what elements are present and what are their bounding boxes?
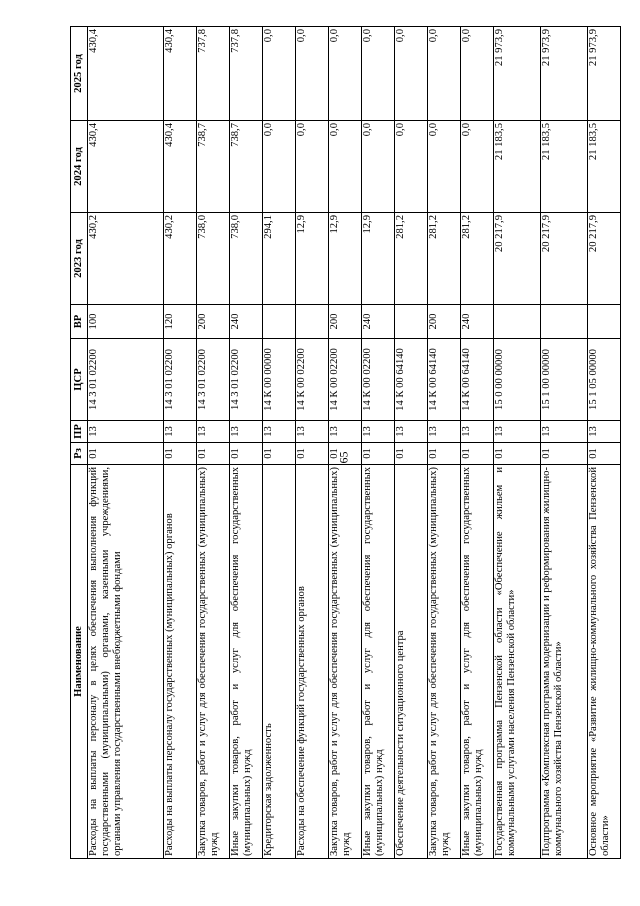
row-2025: 21 973,9 [494, 27, 541, 121]
row-vr: 240 [230, 305, 263, 339]
budget-table [70, 26, 621, 859]
row-vr [296, 305, 329, 339]
table-row [461, 27, 494, 859]
row-rz: 01 [461, 443, 494, 465]
row-pr: 13 [329, 421, 362, 443]
row-vr: 200 [197, 305, 230, 339]
row-pr: 13 [230, 421, 263, 443]
header-2023: 2023 год [71, 213, 88, 305]
row-csr: 14 3 01 02200 [197, 339, 230, 421]
row-name: Расходы на выплаты персоналу в целях обеспечения выполнения функций государственными (муниципальными) органами, казенными учреждениями, органами управления государственными внебюджетными фондами [88, 465, 164, 859]
row-name: Расходы на выплаты персоналу государственных (муниципальных) органов [164, 465, 197, 859]
row-csr: 14 3 01 02200 [230, 339, 263, 421]
table-row [494, 27, 541, 859]
row-rz: 01 [164, 443, 197, 465]
row-2025: 0,0 [296, 27, 329, 121]
row-2023: 12,9 [329, 213, 362, 305]
row-2025: 21 973,9 [541, 27, 588, 121]
row-2025: 737,8 [230, 27, 263, 121]
rotated-page [70, 27, 612, 859]
row-2025: 0,0 [263, 27, 296, 121]
row-rz: 01 [541, 443, 588, 465]
row-2024: 0,0 [461, 121, 494, 213]
page-number: 65 [336, 451, 351, 464]
row-vr [588, 305, 621, 339]
row-2024: 0,0 [263, 121, 296, 213]
row-rz: 01 [263, 443, 296, 465]
header-2024: 2024 год [71, 121, 88, 213]
row-name: Государственная программа Пензенской области «Обеспечение жильем и коммунальными услугами населения Пензенской области» [494, 465, 541, 859]
row-2023: 12,9 [296, 213, 329, 305]
row-csr: 14 К 00 00000 [263, 339, 296, 421]
row-2023: 12,9 [362, 213, 395, 305]
header-2025: 2025 год [71, 27, 88, 121]
row-2024: 21 183,5 [494, 121, 541, 213]
row-2023: 20 217,9 [494, 213, 541, 305]
table-row [263, 27, 296, 859]
row-name: Основное мероприятие «Развитие жилищно-коммунального хозяйства Пензенской области» [588, 465, 621, 859]
row-vr: 120 [164, 305, 197, 339]
row-2023: 738,0 [197, 213, 230, 305]
row-vr: 200 [428, 305, 461, 339]
row-2023: 281,2 [428, 213, 461, 305]
row-csr: 14 3 01 02200 [164, 339, 197, 421]
row-name: Иные закупки товаров, работ и услуг для обеспечения государственных (муниципальных) нужд [362, 465, 395, 859]
row-csr: 15 1 05 00000 [588, 339, 621, 421]
row-name: Закупка товаров, работ и услуг для обеспечения государственных (муниципальных) нужд [329, 465, 362, 859]
row-csr: 15 1 00 00000 [541, 339, 588, 421]
row-2024: 738,7 [197, 121, 230, 213]
row-2023: 281,2 [395, 213, 428, 305]
row-name: Обеспечение деятельности ситуационного центра [395, 465, 428, 859]
row-rz: 01 [362, 443, 395, 465]
row-2025: 0,0 [395, 27, 428, 121]
table-row [541, 27, 588, 859]
row-csr: 14 К 00 02200 [362, 339, 395, 421]
row-vr: 200 [329, 305, 362, 339]
row-name: Иные закупки товаров, работ и услуг для обеспечения государственных (муниципальных) нужд [461, 465, 494, 859]
row-name: Закупка товаров, работ и услуг для обеспечения государственных (муниципальных) нужд [428, 465, 461, 859]
table-header-row [71, 27, 88, 859]
row-name: Кредиторская задолженность [263, 465, 296, 859]
table-row [588, 27, 621, 859]
row-vr: 240 [362, 305, 395, 339]
row-2024: 0,0 [395, 121, 428, 213]
row-name: Расходы на обеспечение функций государственных органов [296, 465, 329, 859]
row-csr: 14 К 00 02200 [329, 339, 362, 421]
row-pr: 13 [588, 421, 621, 443]
table-row [362, 27, 395, 859]
row-2024: 0,0 [296, 121, 329, 213]
table-row [329, 27, 362, 859]
row-2025: 0,0 [329, 27, 362, 121]
table-row [428, 27, 461, 859]
row-rz: 01 [588, 443, 621, 465]
header-pr: ПР [71, 421, 88, 443]
row-pr: 13 [296, 421, 329, 443]
row-csr: 14 К 00 64140 [461, 339, 494, 421]
row-2024: 430,4 [88, 121, 164, 213]
header-vr: ВР [71, 305, 88, 339]
row-2023: 738,0 [230, 213, 263, 305]
header-csr: ЦСР [71, 339, 88, 421]
row-2024: 0,0 [428, 121, 461, 213]
row-pr: 13 [461, 421, 494, 443]
row-2025: 430,4 [88, 27, 164, 121]
row-rz: 01 [428, 443, 461, 465]
row-rz: 01 [197, 443, 230, 465]
row-2025: 0,0 [461, 27, 494, 121]
row-rz: 01 [494, 443, 541, 465]
row-pr: 13 [395, 421, 428, 443]
row-vr [395, 305, 428, 339]
row-2024: 21 183,5 [588, 121, 621, 213]
table-row [230, 27, 263, 859]
table-row [164, 27, 197, 859]
table-row [395, 27, 428, 859]
row-vr [494, 305, 541, 339]
row-csr: 14 3 01 02200 [88, 339, 164, 421]
row-2024: 21 183,5 [541, 121, 588, 213]
row-pr: 13 [197, 421, 230, 443]
row-name: Подпрограмма «Комплексная программа модернизации и реформирования жилищно-коммунального хозяйства Пензенской области» [541, 465, 588, 859]
row-name: Иные закупки товаров, работ и услуг для обеспечения государственных (муниципальных) нужд [230, 465, 263, 859]
table-row [88, 27, 164, 859]
row-csr: 15 0 00 00000 [494, 339, 541, 421]
row-2025: 0,0 [428, 27, 461, 121]
row-2023: 430,2 [88, 213, 164, 305]
row-2024: 0,0 [329, 121, 362, 213]
row-vr: 240 [461, 305, 494, 339]
row-vr: 100 [88, 305, 164, 339]
row-2025: 430,4 [164, 27, 197, 121]
row-2023: 20 217,9 [588, 213, 621, 305]
row-rz: 01 [88, 443, 164, 465]
row-pr: 13 [494, 421, 541, 443]
row-pr: 13 [541, 421, 588, 443]
row-vr [541, 305, 588, 339]
row-rz: 01 [395, 443, 428, 465]
row-name: Закупка товаров, работ и услуг для обеспечения государственных (муниципальных) нужд [197, 465, 230, 859]
row-2025: 737,8 [197, 27, 230, 121]
row-2024: 0,0 [362, 121, 395, 213]
row-2025: 0,0 [362, 27, 395, 121]
row-2023: 294,1 [263, 213, 296, 305]
row-pr: 13 [164, 421, 197, 443]
table-row [296, 27, 329, 859]
row-vr [263, 305, 296, 339]
row-rz: 01 [230, 443, 263, 465]
row-csr: 14 К 00 02200 [296, 339, 329, 421]
header-name: Наименование [71, 465, 88, 859]
header-rz: Рз [71, 443, 88, 465]
row-csr: 14 К 00 64140 [395, 339, 428, 421]
row-pr: 13 [362, 421, 395, 443]
row-rz: 01 [296, 443, 329, 465]
row-pr: 13 [88, 421, 164, 443]
row-2023: 20 217,9 [541, 213, 588, 305]
row-rz: 01 [329, 443, 362, 465]
row-2023: 430,2 [164, 213, 197, 305]
row-2024: 738,7 [230, 121, 263, 213]
row-csr: 14 К 00 64140 [428, 339, 461, 421]
row-2024: 430,4 [164, 121, 197, 213]
table-row [197, 27, 230, 859]
row-pr: 13 [263, 421, 296, 443]
row-pr: 13 [428, 421, 461, 443]
table-body [88, 27, 621, 859]
row-2023: 281,2 [461, 213, 494, 305]
row-2025: 21 973,9 [588, 27, 621, 121]
